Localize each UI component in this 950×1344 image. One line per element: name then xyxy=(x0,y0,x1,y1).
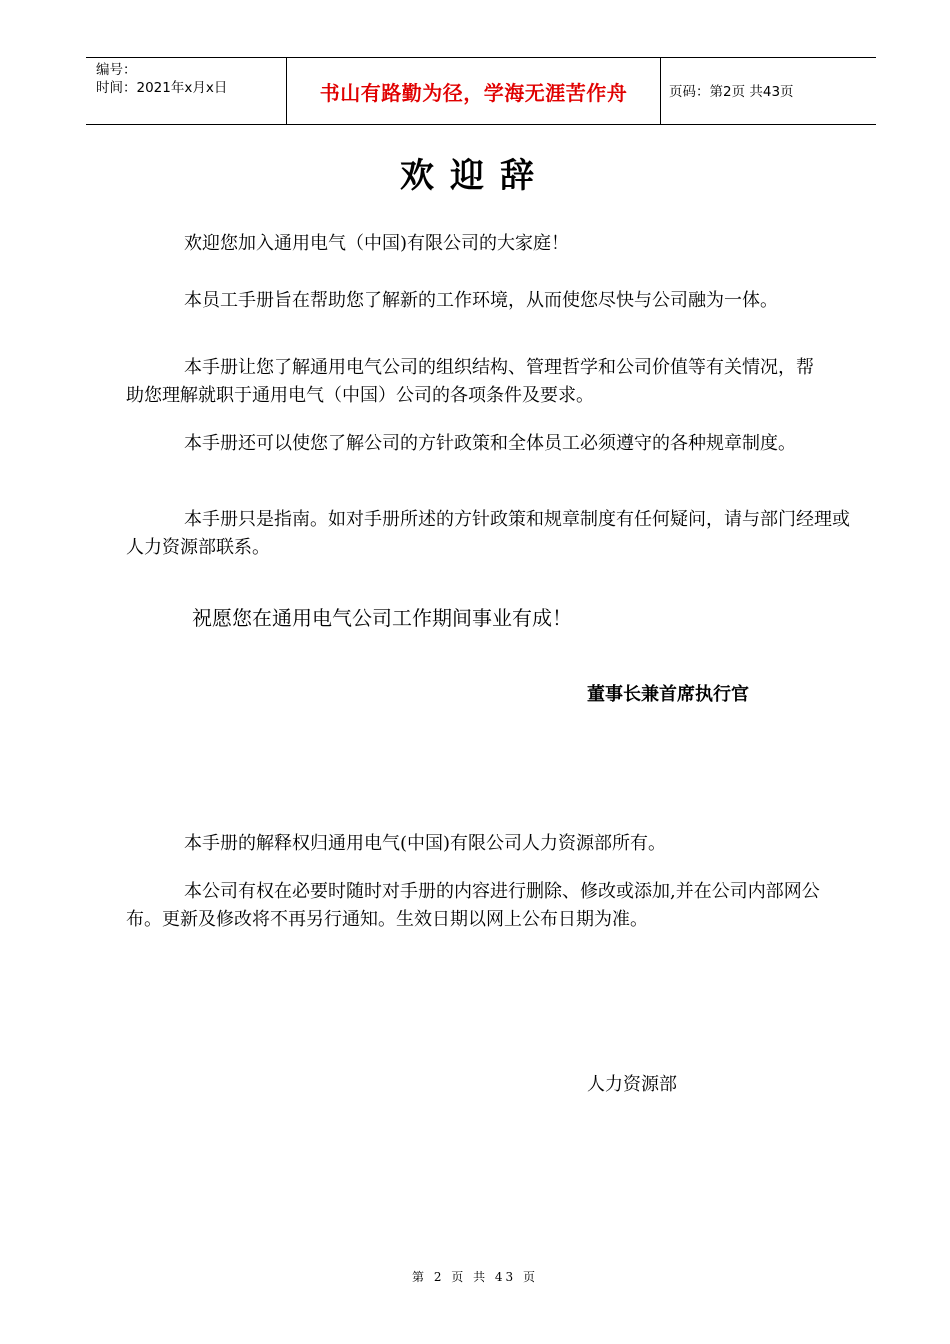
paragraph-organization: 本手册让您了解通用电气公司的组织结构、管理哲学和公司价值等有关情况，帮助您理解就职于通用电气（中国）公司的各项条件及要求。 xyxy=(126,357,814,406)
paragraph-guide: 本手册只是指南。如对手册所述的方针政策和规章制度有任何疑问，请与部门经理或人力资源部联系。 xyxy=(126,509,850,558)
paragraph-purpose: 本员工手册旨在帮助您了解新的工作环境，从而使您尽快与公司融为一体。 xyxy=(184,290,778,311)
header-page-info: 页码：第2页 共43页 xyxy=(669,84,794,100)
paragraph-welcome: 欢迎您加入通用电气（中国)有限公司的大家庭！ xyxy=(184,233,570,254)
paragraph-interpretation: 本手册的解释权归通用电气(中国)有限公司人力资源部所有。 xyxy=(184,833,667,854)
header-meta-cell xyxy=(86,58,287,125)
header-page-cell xyxy=(661,58,877,125)
header-motto-cell xyxy=(287,58,661,125)
signature-ceo: 董事长兼首席执行官 xyxy=(587,684,749,705)
paragraph-policies: 本手册还可以使您了解公司的方针政策和全体员工必须遵守的各种规章制度。 xyxy=(184,433,796,454)
header-motto: 书山有路勤为径，学海无涯苦作舟 xyxy=(319,80,628,105)
paragraph-amendments: 本公司有权在必要时随时对手册的内容进行删除、修改或添加,并在公司内部网公布。更新及修改将不再另行通知。生效日期以网上公布日期为准。 xyxy=(126,881,820,930)
page-header xyxy=(86,57,876,125)
page-title: 欢迎辞 xyxy=(400,156,550,196)
signature-hr: 人力资源部 xyxy=(587,1074,677,1095)
wish-line: 祝愿您在通用电气公司工作期间事业有成！ xyxy=(192,606,572,630)
document-time-label: 时间：2021年x月x日 xyxy=(96,80,228,96)
document-number-label: 编号： xyxy=(96,62,137,78)
page-footer: 第 2 页 共 43 页 xyxy=(412,1270,538,1284)
